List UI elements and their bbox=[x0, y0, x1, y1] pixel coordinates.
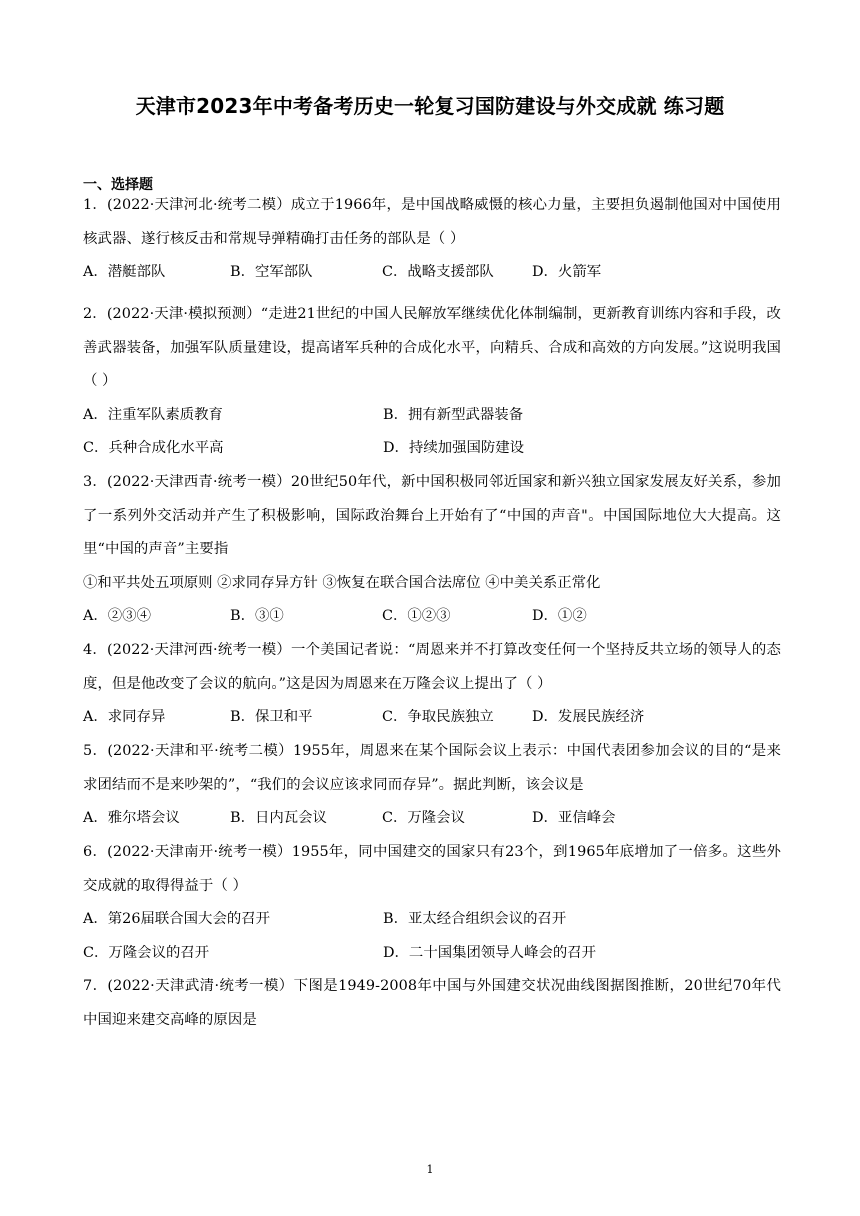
question-stem: 3．(2022·天津西青·统考一模）20世纪50年代，新中国积极同邻近国家和新兴独立国家发展友好关系，参加了一系列外交活动并产生了积极影响，国际政治舞台上开始有了“中国的声音"。中国国际地位大大提高。这里“中国的声音”主要指 bbox=[83, 474, 781, 557]
question-1 bbox=[83, 172, 781, 290]
option-a[interactable]: A．注重军队素质教育 bbox=[83, 406, 223, 423]
option-a[interactable]: A．第26届联合国大会的召开 bbox=[83, 911, 271, 927]
option-row bbox=[83, 701, 781, 735]
question-stem: 7．(2022·天津武清·统考一模）下图是1949-2008年中国与外国建交状况曲线图据图推断，20世纪70年代中国迎来建交高峰的原因是 bbox=[83, 978, 781, 1028]
question-6 bbox=[83, 836, 781, 970]
option-row bbox=[83, 802, 781, 836]
page-number: 1 bbox=[426, 1163, 434, 1176]
question-5 bbox=[83, 735, 781, 836]
question-2 bbox=[83, 298, 781, 466]
section-heading: 一、选择题 bbox=[83, 177, 153, 193]
question-stem: 5．(2022·天津和平·统考二模）1955年，周恩来在某个国际会议上表示：中国代表团参加会议的目的“是来求团结而不是来吵架的”，“我们的会议应该求同而存异”。据此判断，该会议是 bbox=[83, 743, 781, 793]
option-c[interactable]: C．万隆会议 bbox=[382, 810, 465, 826]
option-c[interactable]: C．争取民族独立 bbox=[382, 709, 494, 725]
option-b[interactable]: B．保卫和平 bbox=[230, 709, 313, 725]
question-stem: 1．(2022·天津河北·统考二模）成立于1966年，是中国战略威慑的核心力量，主要担负遏制他国对中国使用核武器、遂行核反击和常规导弹精确打击任务的部队是（ ） bbox=[83, 197, 781, 247]
option-grid bbox=[83, 903, 781, 970]
question-stem: 2．(2022·天津·模拟预测）“走进21世纪的中国人民解放军继续优化体制编制，更新教育训练内容和手段，改善武器装备，加强军队质量建设，提高诸军兵种的合成化水平，向精兵、合成和高效的方向发展。”这说明我国（ ） bbox=[83, 306, 781, 389]
option-d[interactable]: D．持续加强国防建设 bbox=[383, 440, 525, 456]
option-b[interactable]: B．日内瓦会议 bbox=[230, 810, 327, 826]
option-c[interactable]: C．①②③ bbox=[382, 608, 451, 624]
option-a[interactable]: A．求同存异 bbox=[83, 709, 166, 725]
document-title: 天津市2023年中考备考历史一轮复习国防建设与外交成就 练习题 bbox=[135, 94, 725, 118]
option-b[interactable]: B．亚太经合组织会议的召开 bbox=[383, 911, 567, 927]
question-stem: 4．(2022·天津河西·统考一模）一个美国记者说：“周恩来并不打算改变任何一个坚持反共立场的领导人的态度，但是他改变了会议的航向。”这是因为周恩来在万隆会议上提出了（ ） bbox=[83, 642, 781, 692]
question-7 bbox=[83, 970, 781, 1037]
option-b[interactable]: B．空军部队 bbox=[230, 264, 313, 280]
question-4 bbox=[83, 634, 781, 735]
option-b[interactable]: B．拥有新型武器装备 bbox=[383, 406, 524, 423]
question-stem: 6．(2022·天津南开·统考一模）1955年，同中国建交的国家只有23个，到1965年底增加了一倍多。这些外交成就的取得得益于（ ） bbox=[83, 844, 781, 894]
statement-list: ①和平共处五项原则 ②求同存异方针 ③恢复在联合国合法席位 ④中美关系正常化 bbox=[83, 574, 601, 591]
option-row bbox=[83, 256, 781, 290]
option-a[interactable]: A．②③④ bbox=[83, 608, 151, 624]
option-grid bbox=[83, 399, 781, 466]
option-d[interactable]: D．火箭军 bbox=[532, 264, 602, 280]
option-a[interactable]: A．雅尔塔会议 bbox=[83, 810, 180, 826]
question-3 bbox=[83, 466, 781, 634]
option-d[interactable]: D．二十国集团领导人峰会的召开 bbox=[383, 944, 597, 961]
option-c[interactable]: C．战略支援部队 bbox=[382, 264, 494, 280]
option-d[interactable]: D．发展民族经济 bbox=[532, 709, 645, 725]
option-c[interactable]: C．万隆会议的召开 bbox=[83, 944, 210, 961]
option-row bbox=[83, 600, 781, 634]
option-b[interactable]: B．③① bbox=[230, 608, 284, 624]
option-d[interactable]: D．①② bbox=[532, 608, 587, 624]
option-c[interactable]: C．兵种合成化水平高 bbox=[83, 440, 224, 456]
option-a[interactable]: A．潜艇部队 bbox=[83, 264, 166, 280]
option-d[interactable]: D．亚信峰会 bbox=[532, 810, 616, 826]
